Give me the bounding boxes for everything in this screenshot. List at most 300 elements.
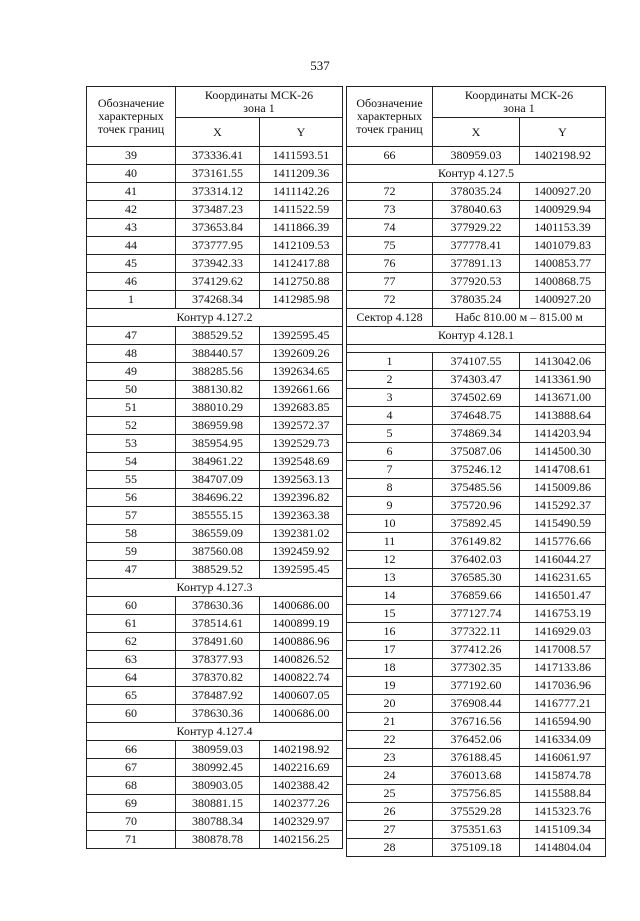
table-row: [347, 677, 606, 695]
point-id: 75: [347, 237, 433, 255]
point-id: 7: [347, 461, 433, 479]
point-id: 57: [87, 507, 176, 525]
point-id: 54: [87, 453, 176, 471]
x-coordinate: 376859.66: [433, 587, 520, 605]
point-id: 10: [347, 515, 433, 533]
point-id: 60: [87, 705, 176, 723]
table-row: [87, 489, 343, 507]
table-row: [347, 587, 606, 605]
table-row: [87, 471, 343, 489]
x-coordinate: 378491.60: [176, 633, 260, 651]
y-coordinate: 1415776.66: [520, 533, 606, 551]
y-coordinate: 1417133.86: [520, 659, 606, 677]
x-coordinate: 380992.45: [176, 759, 260, 777]
y-coordinate: 1413888.64: [520, 407, 606, 425]
x-coordinate: 388285.56: [176, 363, 260, 381]
x-coordinate: 375351.63: [433, 821, 520, 839]
table-row: [347, 767, 606, 785]
table-row: [87, 705, 343, 723]
x-coordinate: 377412.26: [433, 641, 520, 659]
table-row: [87, 291, 343, 309]
x-coordinate: 388529.52: [176, 561, 260, 579]
sector-label: Сектор 4.128: [347, 309, 433, 327]
y-coordinate: 1416231.65: [520, 569, 606, 587]
table-header: [347, 87, 606, 147]
x-coordinate: 376188.45: [433, 749, 520, 767]
y-coordinate: 1411593.51: [260, 147, 343, 165]
point-id: 51: [87, 399, 176, 417]
section-label: Контур 4.127.3: [87, 579, 343, 597]
table-row: [87, 363, 343, 381]
section-row: [347, 327, 606, 345]
table-row: [347, 569, 606, 587]
point-id: 66: [347, 147, 433, 165]
x-coordinate: 375756.85: [433, 785, 520, 803]
y-coordinate: 1401079.83: [520, 237, 606, 255]
point-id: 61: [87, 615, 176, 633]
y-coordinate: 1392563.13: [260, 471, 343, 489]
table-row: [87, 507, 343, 525]
y-coordinate: 1416044.27: [520, 551, 606, 569]
x-coordinate: 378035.24: [433, 183, 520, 201]
point-id: 59: [87, 543, 176, 561]
section-row: [87, 309, 343, 327]
table-row: [347, 605, 606, 623]
y-coordinate: 1392529.73: [260, 435, 343, 453]
point-id: 71: [87, 831, 176, 849]
table-header: [87, 87, 343, 147]
x-coordinate: 380959.03: [433, 147, 520, 165]
x-coordinate: 385555.15: [176, 507, 260, 525]
table-row: [347, 839, 606, 857]
x-coordinate: 380788.34: [176, 813, 260, 831]
point-id: 60: [87, 597, 176, 615]
table-row: [87, 381, 343, 399]
y-coordinate: 1412985.98: [260, 291, 343, 309]
y-coordinate: 1400686.00: [260, 705, 343, 723]
y-coordinate: 1392661.66: [260, 381, 343, 399]
y-coordinate: 1400929.94: [520, 201, 606, 219]
table-row: [87, 147, 343, 165]
point-id: 41: [87, 183, 176, 201]
x-coordinate: 387560.08: [176, 543, 260, 561]
x-coordinate: 384961.22: [176, 453, 260, 471]
table-row: [87, 615, 343, 633]
point-id: 24: [347, 767, 433, 785]
x-coordinate: 374107.55: [433, 353, 520, 371]
table-row: [347, 785, 606, 803]
y-coordinate: 1416334.09: [520, 731, 606, 749]
table-row: [347, 255, 606, 273]
point-id: 50: [87, 381, 176, 399]
point-id: 62: [87, 633, 176, 651]
x-coordinate: 380959.03: [176, 741, 260, 759]
x-coordinate: 373653.84: [176, 219, 260, 237]
point-id: 25: [347, 785, 433, 803]
x-coordinate: 384696.22: [176, 489, 260, 507]
point-id: 70: [87, 813, 176, 831]
y-coordinate: 1411142.26: [260, 183, 343, 201]
table-row: [87, 345, 343, 363]
point-id: 12: [347, 551, 433, 569]
y-coordinate: 1392381.02: [260, 525, 343, 543]
x-coordinate: 375892.45: [433, 515, 520, 533]
point-id: 67: [87, 759, 176, 777]
y-coordinate: 1392634.65: [260, 363, 343, 381]
sector-height-range: Набс 810.00 м – 815.00 м: [433, 309, 606, 327]
table-row: [347, 551, 606, 569]
table-row: [347, 147, 606, 165]
y-coordinate: 1392548.69: [260, 453, 343, 471]
y-coordinate: 1392595.45: [260, 327, 343, 345]
y-coordinate: 1415490.59: [520, 515, 606, 533]
point-id: 55: [87, 471, 176, 489]
x-coordinate: 378487.92: [176, 687, 260, 705]
y-coordinate: 1414708.61: [520, 461, 606, 479]
section-row: [87, 723, 343, 741]
x-coordinate: 377891.13: [433, 255, 520, 273]
x-coordinate: 373777.95: [176, 237, 260, 255]
point-id: 16: [347, 623, 433, 641]
point-id: 6: [347, 443, 433, 461]
x-coordinate: 378370.82: [176, 669, 260, 687]
y-coordinate: 1417008.57: [520, 641, 606, 659]
header-coordinates-title: Координаты МСК-26 зона 1: [433, 87, 606, 118]
coordinates-table-right: [346, 86, 606, 857]
x-coordinate: 378377.93: [176, 651, 260, 669]
x-coordinate: 374869.34: [433, 425, 520, 443]
y-coordinate: 1411522.59: [260, 201, 343, 219]
x-coordinate: 377778.41: [433, 237, 520, 255]
table-row: [87, 525, 343, 543]
x-coordinate: 373336.41: [176, 147, 260, 165]
x-coordinate: 374268.34: [176, 291, 260, 309]
y-coordinate: 1415323.76: [520, 803, 606, 821]
y-coordinate: 1415109.34: [520, 821, 606, 839]
table-row: [87, 399, 343, 417]
table-row: [347, 389, 606, 407]
table-row: [87, 237, 343, 255]
table-row: [347, 273, 606, 291]
x-coordinate: 388529.52: [176, 327, 260, 345]
spacer-row: [347, 345, 606, 353]
x-coordinate: 376585.30: [433, 569, 520, 587]
y-coordinate: 1416594.90: [520, 713, 606, 731]
point-id: 44: [87, 237, 176, 255]
table-row: [87, 183, 343, 201]
point-id: 76: [347, 255, 433, 273]
y-coordinate: 1392595.45: [260, 561, 343, 579]
x-coordinate: 375720.96: [433, 497, 520, 515]
y-coordinate: 1392609.26: [260, 345, 343, 363]
table-row: [347, 425, 606, 443]
y-coordinate: 1416061.97: [520, 749, 606, 767]
point-id: 2: [347, 371, 433, 389]
header-coordinates-title: Координаты МСК-26 зона 1: [176, 87, 343, 118]
point-id: 18: [347, 659, 433, 677]
table-row: [347, 353, 606, 371]
point-id: 23: [347, 749, 433, 767]
x-coordinate: 380903.05: [176, 777, 260, 795]
table-row: [87, 435, 343, 453]
point-id: 45: [87, 255, 176, 273]
y-coordinate: 1402198.92: [520, 147, 606, 165]
point-id: 77: [347, 273, 433, 291]
point-id: 58: [87, 525, 176, 543]
point-id: 66: [87, 741, 176, 759]
x-coordinate: 377929.22: [433, 219, 520, 237]
y-coordinate: 1392683.85: [260, 399, 343, 417]
table-row: [87, 597, 343, 615]
x-coordinate: 375246.12: [433, 461, 520, 479]
point-id: 46: [87, 273, 176, 291]
point-id: 27: [347, 821, 433, 839]
y-coordinate: 1400886.96: [260, 633, 343, 651]
y-coordinate: 1400899.19: [260, 615, 343, 633]
x-coordinate: 380878.78: [176, 831, 260, 849]
table-row: [87, 165, 343, 183]
table-row: [87, 453, 343, 471]
y-coordinate: 1416753.19: [520, 605, 606, 623]
x-coordinate: 377192.60: [433, 677, 520, 695]
point-id: 68: [87, 777, 176, 795]
point-id: 43: [87, 219, 176, 237]
y-coordinate: 1415588.84: [520, 785, 606, 803]
table-row: [87, 561, 343, 579]
point-id: 64: [87, 669, 176, 687]
x-coordinate: 388010.29: [176, 399, 260, 417]
x-coordinate: 375087.06: [433, 443, 520, 461]
table-row: [347, 533, 606, 551]
table-row: [87, 813, 343, 831]
point-id: 72: [347, 291, 433, 309]
table-row: [87, 417, 343, 435]
spacer-cell: [347, 345, 606, 353]
y-coordinate: 1411209.36: [260, 165, 343, 183]
table-row: [347, 443, 606, 461]
x-coordinate: 378514.61: [176, 615, 260, 633]
y-coordinate: 1401153.39: [520, 219, 606, 237]
y-coordinate: 1412417.88: [260, 255, 343, 273]
y-coordinate: 1392396.82: [260, 489, 343, 507]
table-row: [87, 831, 343, 849]
x-coordinate: 376013.68: [433, 767, 520, 785]
table-row: [347, 713, 606, 731]
table-row: [87, 219, 343, 237]
point-id: 19: [347, 677, 433, 695]
table-row: [87, 687, 343, 705]
table-row: [347, 201, 606, 219]
x-coordinate: 376149.82: [433, 533, 520, 551]
table-row: [87, 741, 343, 759]
section-label: Контур 4.127.5: [347, 165, 606, 183]
sector-row: [347, 309, 606, 327]
y-coordinate: 1412109.53: [260, 237, 343, 255]
point-id: 26: [347, 803, 433, 821]
y-coordinate: 1400927.20: [520, 183, 606, 201]
point-id: 22: [347, 731, 433, 749]
table-row: [347, 641, 606, 659]
x-coordinate: 373314.12: [176, 183, 260, 201]
point-id: 48: [87, 345, 176, 363]
point-id: 73: [347, 201, 433, 219]
point-id: 9: [347, 497, 433, 515]
x-coordinate: 378630.36: [176, 597, 260, 615]
point-id: 21: [347, 713, 433, 731]
point-id: 47: [87, 561, 176, 579]
point-id: 69: [87, 795, 176, 813]
x-coordinate: 374648.75: [433, 407, 520, 425]
x-coordinate: 374129.62: [176, 273, 260, 291]
point-id: 20: [347, 695, 433, 713]
y-coordinate: 1392572.37: [260, 417, 343, 435]
point-id: 72: [347, 183, 433, 201]
x-coordinate: 376402.03: [433, 551, 520, 569]
table-row: [347, 695, 606, 713]
x-coordinate: 374303.47: [433, 371, 520, 389]
point-id: 3: [347, 389, 433, 407]
section-row: [87, 579, 343, 597]
coordinates-table-left: [86, 86, 343, 849]
y-coordinate: 1402216.69: [260, 759, 343, 777]
point-id: 15: [347, 605, 433, 623]
header-y: Y: [260, 118, 343, 147]
y-coordinate: 1414500.30: [520, 443, 606, 461]
table-row: [87, 759, 343, 777]
point-id: 5: [347, 425, 433, 443]
x-coordinate: 386559.09: [176, 525, 260, 543]
x-coordinate: 388130.82: [176, 381, 260, 399]
table-body: [347, 147, 606, 857]
table-row: [87, 777, 343, 795]
y-coordinate: 1414804.04: [520, 839, 606, 857]
table-row: [347, 821, 606, 839]
x-coordinate: 384707.09: [176, 471, 260, 489]
y-coordinate: 1400868.75: [520, 273, 606, 291]
table-row: [347, 219, 606, 237]
point-id: 40: [87, 165, 176, 183]
x-coordinate: 378040.63: [433, 201, 520, 219]
table-row: [87, 543, 343, 561]
table-row: [347, 515, 606, 533]
table-row: [87, 327, 343, 345]
y-coordinate: 1411866.39: [260, 219, 343, 237]
table-row: [87, 795, 343, 813]
y-coordinate: 1402156.25: [260, 831, 343, 849]
section-label: Контур 4.127.4: [87, 723, 343, 741]
x-coordinate: 376716.56: [433, 713, 520, 731]
section-label: Контур 4.127.2: [87, 309, 343, 327]
table-row: [347, 407, 606, 425]
table-row: [87, 255, 343, 273]
point-id: 1: [87, 291, 176, 309]
x-coordinate: 378035.24: [433, 291, 520, 309]
header-x: X: [433, 118, 520, 147]
y-coordinate: 1416929.03: [520, 623, 606, 641]
x-coordinate: 373487.23: [176, 201, 260, 219]
point-id: 11: [347, 533, 433, 551]
x-coordinate: 378630.36: [176, 705, 260, 723]
y-coordinate: 1417036.96: [520, 677, 606, 695]
point-id: 28: [347, 839, 433, 857]
y-coordinate: 1415292.37: [520, 497, 606, 515]
table-row: [347, 371, 606, 389]
point-id: 13: [347, 569, 433, 587]
y-coordinate: 1400686.00: [260, 597, 343, 615]
x-coordinate: 377322.11: [433, 623, 520, 641]
header-x: X: [176, 118, 260, 147]
y-coordinate: 1392459.92: [260, 543, 343, 561]
y-coordinate: 1392363.38: [260, 507, 343, 525]
point-id: 1: [347, 353, 433, 371]
table-row: [347, 497, 606, 515]
y-coordinate: 1402198.92: [260, 741, 343, 759]
y-coordinate: 1416777.21: [520, 695, 606, 713]
y-coordinate: 1413671.00: [520, 389, 606, 407]
y-coordinate: 1400826.52: [260, 651, 343, 669]
point-id: 56: [87, 489, 176, 507]
x-coordinate: 375529.28: [433, 803, 520, 821]
x-coordinate: 375485.56: [433, 479, 520, 497]
point-id: 17: [347, 641, 433, 659]
point-id: 53: [87, 435, 176, 453]
x-coordinate: 377127.74: [433, 605, 520, 623]
point-id: 4: [347, 407, 433, 425]
point-id: 65: [87, 687, 176, 705]
table-row: [347, 803, 606, 821]
x-coordinate: 388440.57: [176, 345, 260, 363]
point-id: 52: [87, 417, 176, 435]
point-id: 8: [347, 479, 433, 497]
y-coordinate: 1413042.06: [520, 353, 606, 371]
header-y: Y: [520, 118, 606, 147]
x-coordinate: 375109.18: [433, 839, 520, 857]
y-coordinate: 1402388.42: [260, 777, 343, 795]
table-row: [347, 479, 606, 497]
x-coordinate: 377920.53: [433, 273, 520, 291]
page-number: 537: [310, 58, 330, 73]
section-row: [347, 165, 606, 183]
table-row: [347, 237, 606, 255]
point-id: 39: [87, 147, 176, 165]
x-coordinate: 377302.35: [433, 659, 520, 677]
table-row: [347, 659, 606, 677]
y-coordinate: 1402329.97: [260, 813, 343, 831]
x-coordinate: 376908.44: [433, 695, 520, 713]
x-coordinate: 373942.33: [176, 255, 260, 273]
y-coordinate: 1412750.88: [260, 273, 343, 291]
table-row: [87, 651, 343, 669]
point-id: 14: [347, 587, 433, 605]
x-coordinate: 373161.55: [176, 165, 260, 183]
header-point-designation: Обозначение характерных точек границ: [87, 87, 176, 147]
point-id: 63: [87, 651, 176, 669]
section-label: Контур 4.128.1: [347, 327, 606, 345]
table-row: [347, 461, 606, 479]
point-id: 49: [87, 363, 176, 381]
y-coordinate: 1400607.05: [260, 687, 343, 705]
table-body: [87, 147, 343, 849]
y-coordinate: 1400927.20: [520, 291, 606, 309]
table-row: [87, 633, 343, 651]
table-row: [347, 731, 606, 749]
table-row: [347, 183, 606, 201]
y-coordinate: 1400822.74: [260, 669, 343, 687]
y-coordinate: 1415874.78: [520, 767, 606, 785]
y-coordinate: 1416501.47: [520, 587, 606, 605]
y-coordinate: 1413361.90: [520, 371, 606, 389]
x-coordinate: 376452.06: [433, 731, 520, 749]
